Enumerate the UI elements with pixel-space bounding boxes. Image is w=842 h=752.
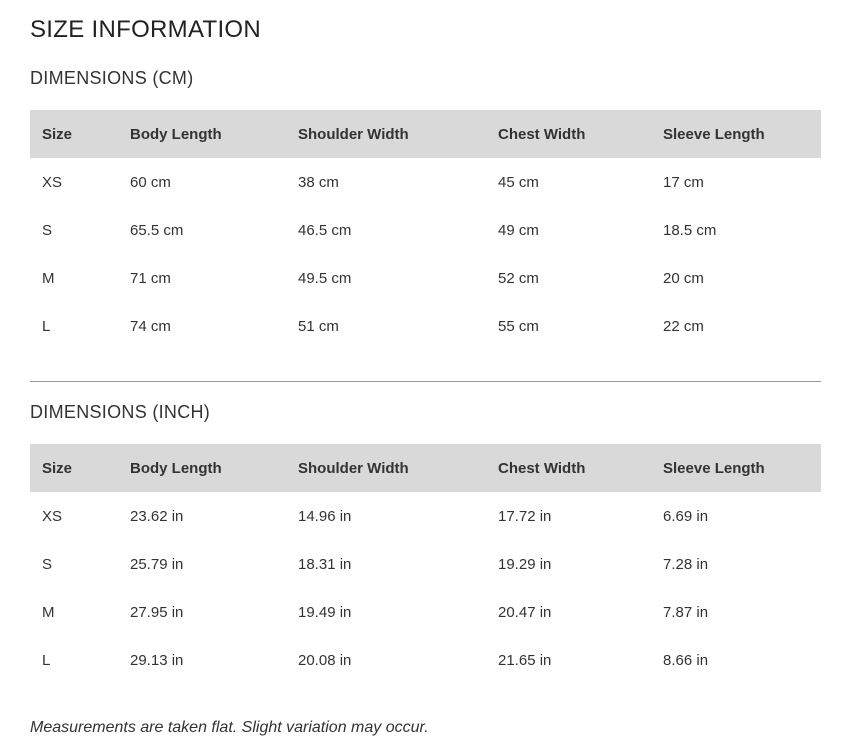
body-length-cell: 27.95 in — [130, 603, 184, 621]
size-cell: S — [42, 221, 53, 239]
column-header-size: Size — [42, 125, 73, 143]
body-length-cell: 23.62 in — [130, 507, 184, 525]
table-header-row — [30, 110, 821, 158]
table-row — [30, 540, 821, 588]
section-heading-cm: DIMENSIONS (CM) — [30, 68, 194, 88]
sleeve-length-cell: 20 cm — [663, 269, 704, 287]
chest-width-cell: 55 cm — [498, 317, 539, 335]
column-header-chest-width: Chest Width — [498, 125, 586, 143]
table-header-row — [30, 444, 821, 492]
chest-width-cell: 19.29 in — [498, 555, 552, 573]
size-cell: L — [42, 651, 51, 669]
size-cell: M — [42, 603, 55, 621]
size-cell: M — [42, 269, 55, 287]
column-header-size: Size — [42, 459, 73, 477]
sleeve-length-cell: 7.87 in — [663, 603, 709, 621]
sleeve-length-cell: 22 cm — [663, 317, 704, 335]
table-row — [30, 636, 821, 684]
body-length-cell: 71 cm — [130, 269, 171, 287]
shoulder-width-cell: 18.31 in — [298, 555, 352, 573]
sleeve-length-cell: 18.5 cm — [663, 221, 717, 239]
body-length-cell: 74 cm — [130, 317, 171, 335]
table-row — [30, 588, 821, 636]
column-header-sleeve-length: Sleeve Length — [663, 459, 765, 477]
column-header-shoulder-width: Shoulder Width — [298, 125, 409, 143]
table-row — [30, 302, 821, 350]
sleeve-length-cell: 7.28 in — [663, 555, 709, 573]
shoulder-width-cell: 38 cm — [298, 173, 339, 191]
shoulder-width-cell: 51 cm — [298, 317, 339, 335]
table-row — [30, 158, 821, 206]
section-divider — [30, 381, 821, 382]
shoulder-width-cell: 19.49 in — [298, 603, 352, 621]
chest-width-cell: 49 cm — [498, 221, 539, 239]
body-length-cell: 65.5 cm — [130, 221, 184, 239]
page-title: SIZE INFORMATION — [30, 16, 262, 43]
body-length-cell: 60 cm — [130, 173, 171, 191]
table-row — [30, 206, 821, 254]
shoulder-width-cell: 20.08 in — [298, 651, 352, 669]
size-table-cm — [30, 110, 821, 350]
size-table-inch — [30, 444, 821, 684]
body-length-cell: 29.13 in — [130, 651, 184, 669]
chest-width-cell: 52 cm — [498, 269, 539, 287]
column-header-body-length: Body Length — [130, 125, 222, 143]
size-cell: S — [42, 555, 53, 573]
chest-width-cell: 20.47 in — [498, 603, 552, 621]
column-header-chest-width: Chest Width — [498, 459, 586, 477]
size-cell: XS — [42, 173, 63, 191]
column-header-body-length: Body Length — [130, 459, 222, 477]
measurement-note: Measurements are taken flat. Slight variation may occur. — [30, 719, 429, 736]
column-header-shoulder-width: Shoulder Width — [298, 459, 409, 477]
chest-width-cell: 17.72 in — [498, 507, 552, 525]
shoulder-width-cell: 14.96 in — [298, 507, 352, 525]
shoulder-width-cell: 49.5 cm — [298, 269, 352, 287]
shoulder-width-cell: 46.5 cm — [298, 221, 352, 239]
table-row — [30, 254, 821, 302]
chest-width-cell: 45 cm — [498, 173, 539, 191]
size-cell: XS — [42, 507, 63, 525]
sleeve-length-cell: 17 cm — [663, 173, 704, 191]
column-header-sleeve-length: Sleeve Length — [663, 125, 765, 143]
sleeve-length-cell: 6.69 in — [663, 507, 709, 525]
body-length-cell: 25.79 in — [130, 555, 184, 573]
chest-width-cell: 21.65 in — [498, 651, 552, 669]
table-row — [30, 492, 821, 540]
size-cell: L — [42, 317, 51, 335]
section-heading-inch: DIMENSIONS (INCH) — [30, 402, 211, 422]
sleeve-length-cell: 8.66 in — [663, 651, 709, 669]
